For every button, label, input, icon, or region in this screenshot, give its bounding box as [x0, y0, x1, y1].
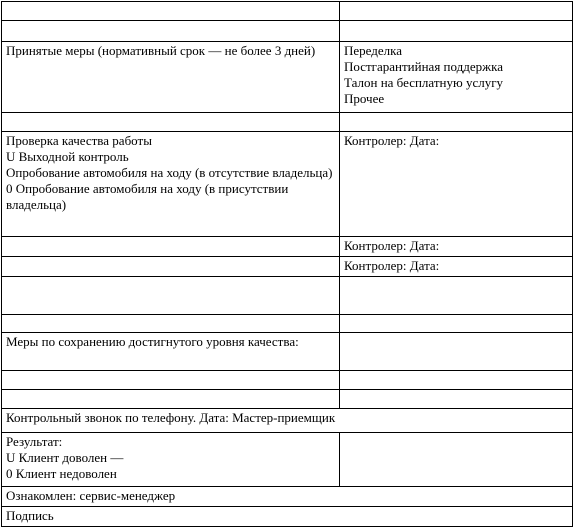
controller-date-label: Контролер: Дата:: [344, 133, 440, 148]
quality-check-title: Проверка качества работы: [6, 133, 152, 148]
empty-cell: [2, 21, 340, 42]
quality-check-cell: [2, 132, 340, 237]
empty-cell: [2, 315, 340, 333]
controller-cell: [340, 257, 573, 277]
result-title: Результат:: [6, 434, 63, 449]
measures-label: Принятые меры (нормативный срок — не более 3 дней): [6, 43, 316, 58]
phone-call-cell: [2, 409, 573, 433]
empty-row-4: [2, 277, 573, 315]
empty-row-2: [2, 21, 573, 42]
phone-call-row: [2, 409, 573, 433]
empty-cell: [340, 333, 573, 371]
empty-row-1: [2, 2, 573, 21]
result-row: [2, 433, 573, 487]
controller-cell: [340, 237, 573, 257]
quality-check-row: [2, 132, 573, 237]
empty-cell: [340, 113, 573, 132]
signature-cell: [2, 507, 573, 527]
empty-row-3: [2, 113, 573, 132]
empty-cell: [340, 2, 573, 21]
empty-row-7: [2, 390, 573, 409]
empty-cell: [2, 371, 340, 390]
controller-date-label: Контролер: Дата:: [344, 258, 440, 273]
quality-check-item-exit-control: U Выходной контроль: [6, 149, 129, 164]
result-item-satisfied: U Клиент доволен —: [6, 450, 124, 465]
empty-cell: [2, 237, 340, 257]
measures-row: [2, 42, 573, 113]
quality-measures-label: Меры по сохранению достигнутого уровня качества:: [6, 334, 299, 349]
phone-call-label: Контрольный звонок по телефону. Дата: Мастер-приемщик: [6, 410, 336, 425]
empty-row-6: [2, 371, 573, 390]
signature-label: Подпись: [6, 508, 54, 523]
empty-cell: [340, 315, 573, 333]
empty-cell: [2, 277, 340, 315]
measure-option-voucher: Талон на бесплатную услугу: [344, 75, 504, 90]
empty-cell: [2, 257, 340, 277]
empty-cell: [340, 21, 573, 42]
controller-row-1: [2, 237, 573, 257]
empty-cell: [2, 113, 340, 132]
empty-cell: [2, 2, 340, 21]
measures-options-cell: [340, 42, 573, 113]
result-item-unsatisfied: 0 Клиент недоволен: [6, 466, 117, 481]
quality-check-item-test-drive-present: 0 Опробование автомобиля на ходу (в присутствии владельца): [6, 181, 289, 212]
empty-cell: [340, 390, 573, 409]
measures-label-cell: [2, 42, 340, 113]
measure-option-other: Прочее: [344, 91, 385, 106]
measure-option-redo: Переделка: [344, 43, 403, 58]
service-form-table: [1, 1, 573, 527]
acknowledged-row: [2, 487, 573, 507]
empty-cell: [340, 277, 573, 315]
result-cell: [2, 433, 340, 487]
quality-measures-cell: [2, 333, 340, 371]
acknowledged-label: Ознакомлен: сервис-менеджер: [6, 488, 176, 503]
empty-cell: [340, 433, 573, 487]
controller-row-2: [2, 257, 573, 277]
quality-check-controller-cell: [340, 132, 573, 237]
measure-option-support: Постгарантийная поддержка: [344, 59, 503, 74]
empty-cell: [2, 390, 340, 409]
empty-cell: [340, 371, 573, 390]
acknowledged-cell: [2, 487, 573, 507]
quality-check-item-test-drive-absent: Опробование автомобиля на ходу (в отсутствие владельца): [6, 165, 333, 180]
quality-measures-row: [2, 333, 573, 371]
controller-date-label: Контролер: Дата:: [344, 238, 440, 253]
empty-row-5: [2, 315, 573, 333]
signature-row: [2, 507, 573, 527]
